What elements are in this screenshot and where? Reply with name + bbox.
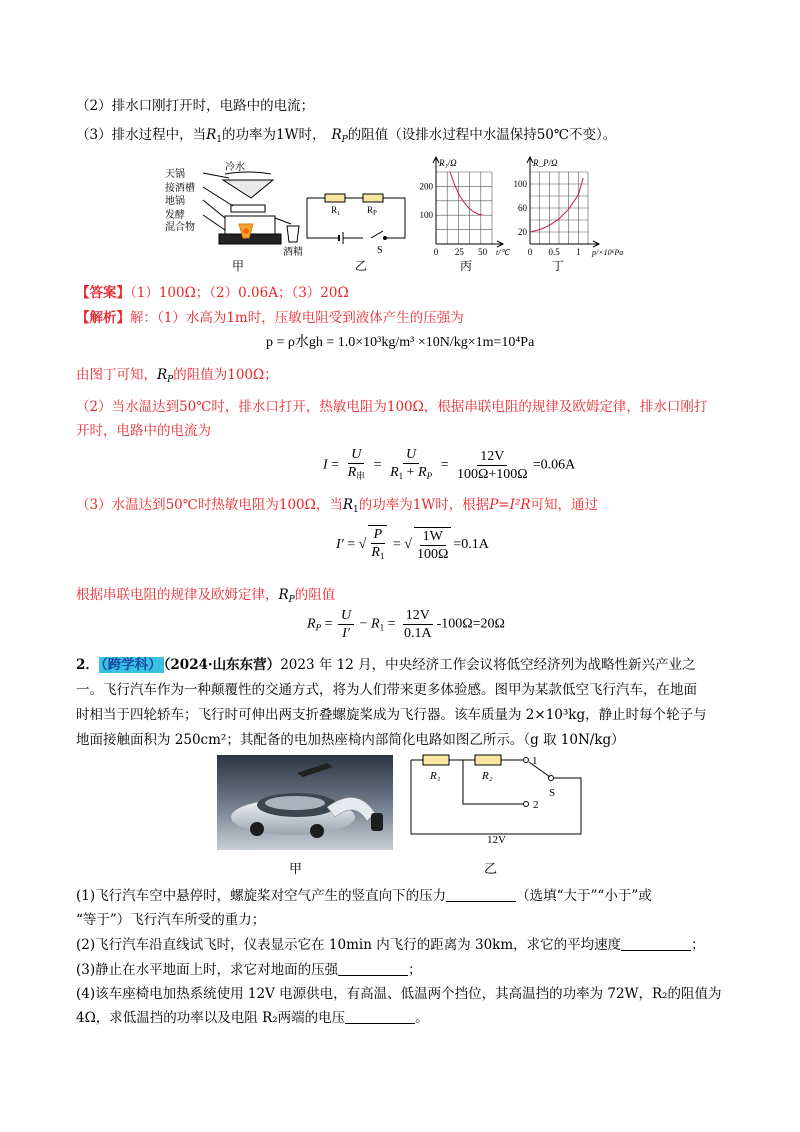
caption-jia-1: 甲 bbox=[232, 259, 245, 273]
q2-switch-label: S bbox=[549, 787, 556, 799]
figure-yi-circuit bbox=[303, 185, 413, 265]
label-jiujing: 酒精 bbox=[283, 247, 303, 258]
bing-x-tick: 50 bbox=[478, 247, 488, 257]
q2-stem-line2: 一。飞行汽车作为一种颠覆性的交通方式，将为人们带来更多体验感。图甲为某款低空飞行汽车，在地面 bbox=[76, 682, 697, 698]
equation-rp: $R_P$ = $\frac{U}{I'}$ − $R_1$ = $\frac{12V}{0.1A}$ -100Ω=20Ω bbox=[307, 608, 505, 641]
q2-part1-line2: “等于”）飞行汽车所受的重力； bbox=[76, 912, 266, 928]
ding-y-label: R_P/Ω bbox=[533, 158, 558, 168]
figure-jia-distillation bbox=[163, 160, 313, 270]
bing-y-label: R₁/Ω bbox=[439, 158, 457, 168]
q2-stem-line1: 2． （跨学科） （2024·山东东营）2023 年 12 月，中央经济工作会议将低空经济列为战略性新兴产业之 bbox=[76, 657, 696, 673]
caption-bing: 丙 bbox=[460, 259, 473, 273]
equation-current: I = $\frac{U}{R_串}$ = $\frac{U}{R_1 + R_P}$ = $\frac{12V}{100\Omega+100\Omega}$ =0.06A bbox=[323, 447, 576, 482]
q2-r1-label: R₁ bbox=[430, 770, 441, 782]
voltage-label: 12V bbox=[487, 834, 506, 846]
ding-x-label: p/×10⁶Pa bbox=[592, 248, 624, 257]
ding-curve bbox=[530, 178, 583, 232]
q1-sub2: （2）排水口刚打开时，电路中的电流； bbox=[76, 98, 315, 114]
answer-line: 【答案】（1）100Ω；（2）0.06A；（3）20Ω bbox=[76, 285, 349, 301]
q1-sub3: （3）排水过程中，当$R_1$的功率为1W时， $R_P$的阻值（设排水过程中水温保持50℃不变）。 bbox=[76, 127, 617, 145]
terminal-1-label: 1 bbox=[532, 755, 538, 767]
rp-label: $R_P$ bbox=[367, 205, 377, 217]
seat-heater-circuit bbox=[405, 748, 590, 853]
analysis-line3b: 开时，电路中的电流为 bbox=[76, 423, 211, 439]
flying-car-image bbox=[217, 755, 393, 850]
equation-pressure: p = ρ水gh = 1.0×10³kg/m³ ×10N/kg×1m=10⁴Pa bbox=[266, 335, 535, 350]
terminal-2-label: 2 bbox=[533, 799, 539, 811]
ding-y-tick: 20 bbox=[518, 227, 527, 237]
caption-yi-1: 乙 bbox=[355, 259, 368, 273]
ding-x-tick: 1 bbox=[576, 247, 581, 257]
bing-y-tick: 100 bbox=[419, 210, 433, 221]
bing-x-tick: 0 bbox=[433, 247, 439, 257]
ding-y-tick: 100 bbox=[513, 179, 527, 189]
ding-x-tick: 0 bbox=[527, 247, 533, 257]
equation-current-prime: I′ = √ $\frac{P}{R_1}$ = √ $\frac{1W}{100\Omega}$ =0.1A bbox=[336, 525, 489, 565]
label-lengshui: 冷水 bbox=[225, 162, 245, 173]
q2-part1-line1: (1)飞行汽车空中悬停时，螺旋桨对空气产生的竖直向下的压力 （选填“大于”“小于”或 bbox=[76, 888, 652, 904]
q2-part3: (3)静止在水平地面上时，求它对地面的压强 ； bbox=[76, 962, 422, 978]
bing-x-tick: 25 bbox=[454, 247, 464, 257]
bing-x-label: t/℃ bbox=[496, 248, 510, 257]
ding-x-tick: 0.5 bbox=[548, 247, 560, 257]
label-fajiao: 发酵 bbox=[165, 210, 185, 221]
q2-stem-line3: 时相当于四轮轿车；飞行时可伸出两支折叠螺旋桨成为飞行器。该车质量为 2×10³kg，静止时每个轮子与 bbox=[76, 707, 707, 723]
analysis-line1: 【解析】解：（1）水高为1m时，压敏电阻受到液体产生的压强为 bbox=[76, 310, 464, 326]
ding-y-tick: 60 bbox=[518, 203, 527, 213]
chart-ding bbox=[510, 152, 635, 266]
blank-4[interactable] bbox=[345, 1009, 415, 1024]
blank-3[interactable] bbox=[338, 961, 408, 976]
r1-label: R₁ bbox=[331, 205, 341, 215]
analysis-line5: 根据串联电阻的规律及欧姆定律，$R_P$的阻值 bbox=[76, 587, 336, 605]
q2-r2-label: R₂ bbox=[482, 770, 493, 782]
q2-part4-line2: 4Ω，求低温挡的功率以及电阻 R₂两端的电压 。 bbox=[76, 1010, 429, 1026]
caption-yi-2: 乙 bbox=[484, 862, 498, 877]
bing-curve bbox=[450, 172, 483, 215]
label-jiejiucao: 接酒槽 bbox=[165, 183, 195, 194]
chart-bing bbox=[412, 152, 512, 266]
q2-part4-line1: (4)该车座椅电加热系统使用 12V 电源供电，有高温、低温两个挡位，其高温挡的功率为 72W，R₂的阻值为 bbox=[76, 986, 722, 1002]
analysis-line3a: （2）当水温达到50℃时，排水口打开，热敏电阻为100Ω，根据串联电阻的规律及欧姆定律，排水口刚打 bbox=[76, 399, 708, 415]
q2-part2: (2)飞行汽车沿直线试飞时，仪表显示它在 10min 内飞行的距离为 30km，求它的平均速度 ； bbox=[76, 937, 705, 953]
blank-2[interactable] bbox=[621, 936, 691, 951]
caption-ding: 丁 bbox=[552, 259, 565, 273]
analysis-line2: 由图丁可知，$R_P$的阻值为100Ω； bbox=[76, 367, 278, 385]
q2-stem-line4: 地面接触面积为 250cm²；其配备的电加热座椅内部简化电路如图乙所示。（g 取 10N/kg） bbox=[76, 732, 625, 748]
label-diguo: 地锅 bbox=[165, 196, 185, 207]
blank-1[interactable] bbox=[446, 887, 516, 902]
label-hunhewu: 混合物 bbox=[165, 222, 195, 233]
caption-jia-2: 甲 bbox=[289, 862, 303, 877]
label-tianguo: 天锅 bbox=[165, 169, 185, 180]
switch-label: S bbox=[377, 245, 383, 256]
analysis-line4: （3）水温达到50℃时热敏电阻为100Ω，当$R_1$的功率为1W时，根据P=I²R可知，通过 bbox=[76, 497, 599, 515]
bing-y-tick: 200 bbox=[419, 181, 433, 192]
